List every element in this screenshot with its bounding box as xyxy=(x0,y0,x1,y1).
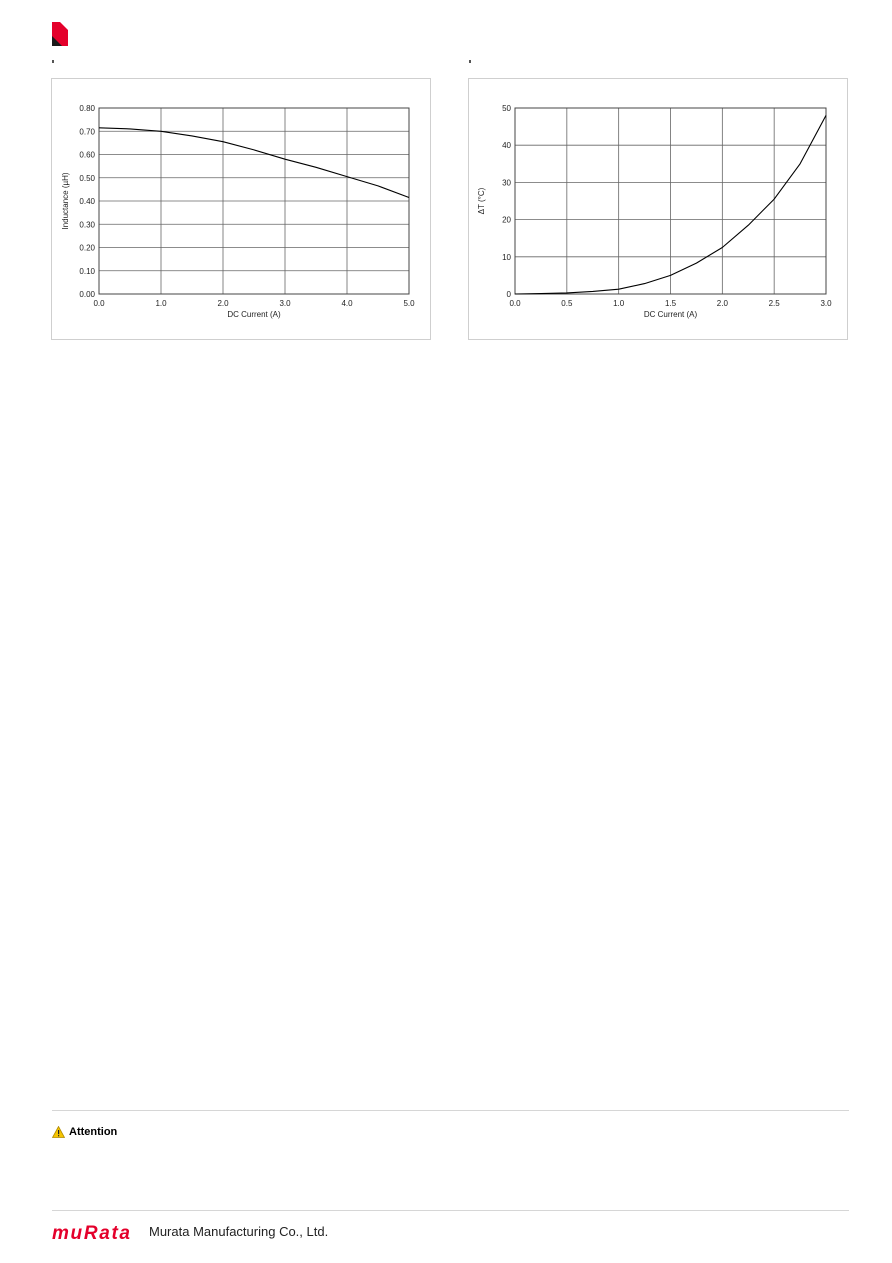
murata-logo-text: muRata xyxy=(52,1223,130,1244)
y-tick-label: 0.10 xyxy=(79,266,95,276)
x-tick-label: 1.0 xyxy=(613,299,625,308)
temperature-rise-chart xyxy=(469,79,847,339)
panel-marker-right xyxy=(469,60,471,63)
murata-logo xyxy=(52,1222,132,1244)
inductance-chart-panel xyxy=(51,78,431,340)
y-tick-label: 0.00 xyxy=(79,290,95,299)
y-tick-label: 0 xyxy=(506,290,511,299)
y-tick-label: 0.60 xyxy=(79,150,95,160)
x-tick-label: 0.0 xyxy=(93,299,105,308)
footer-divider-top xyxy=(52,1110,849,1111)
y-tick-label: 40 xyxy=(502,141,511,151)
company-name: Murata Manufacturing Co., Ltd. xyxy=(149,1224,329,1239)
attention-section[interactable] xyxy=(52,1124,117,1140)
attention-label: Attention xyxy=(69,1126,118,1138)
y-tick-label: 0.80 xyxy=(79,104,95,113)
x-tick-label: 0.0 xyxy=(509,299,521,308)
x-tick-label: 1.0 xyxy=(155,299,167,308)
panel-marker-left xyxy=(52,60,54,63)
y-tick-label: 0.20 xyxy=(79,243,95,253)
y-tick-label: 0.30 xyxy=(79,220,95,230)
x-tick-label: 3.0 xyxy=(279,299,291,308)
y-tick-label: 0.40 xyxy=(79,197,95,206)
y-axis-label: Inductance (µH) xyxy=(61,172,70,230)
y-tick-label: 20 xyxy=(502,215,511,225)
x-tick-label: 5.0 xyxy=(403,299,415,308)
x-tick-label: 2.0 xyxy=(217,299,229,308)
x-tick-label: 4.0 xyxy=(341,299,353,308)
y-tick-label: 0.70 xyxy=(79,127,95,137)
x-tick-label: 1.5 xyxy=(664,299,677,308)
y-tick-label: 10 xyxy=(502,252,511,262)
x-tick-label: 3.0 xyxy=(820,299,832,308)
series-line xyxy=(99,128,409,198)
y-tick-label: 50 xyxy=(502,104,511,113)
temperature-rise-chart-panel xyxy=(468,78,848,340)
y-axis-label: ΔT (°C) xyxy=(477,187,486,215)
x-axis-label: DC Current (A) xyxy=(227,310,281,319)
x-tick-label: 2.5 xyxy=(768,299,780,308)
inductance-chart xyxy=(52,79,430,339)
x-axis-label: DC Current (A) xyxy=(643,310,698,319)
warning-icon xyxy=(52,1126,65,1138)
x-tick-label: 2.0 xyxy=(716,299,728,308)
x-tick-label: 0.5 xyxy=(561,299,573,308)
footer-divider-bottom xyxy=(52,1210,849,1211)
y-tick-label: 0.50 xyxy=(79,173,95,183)
y-tick-label: 30 xyxy=(502,178,511,188)
brand-logo-mark xyxy=(52,22,68,46)
